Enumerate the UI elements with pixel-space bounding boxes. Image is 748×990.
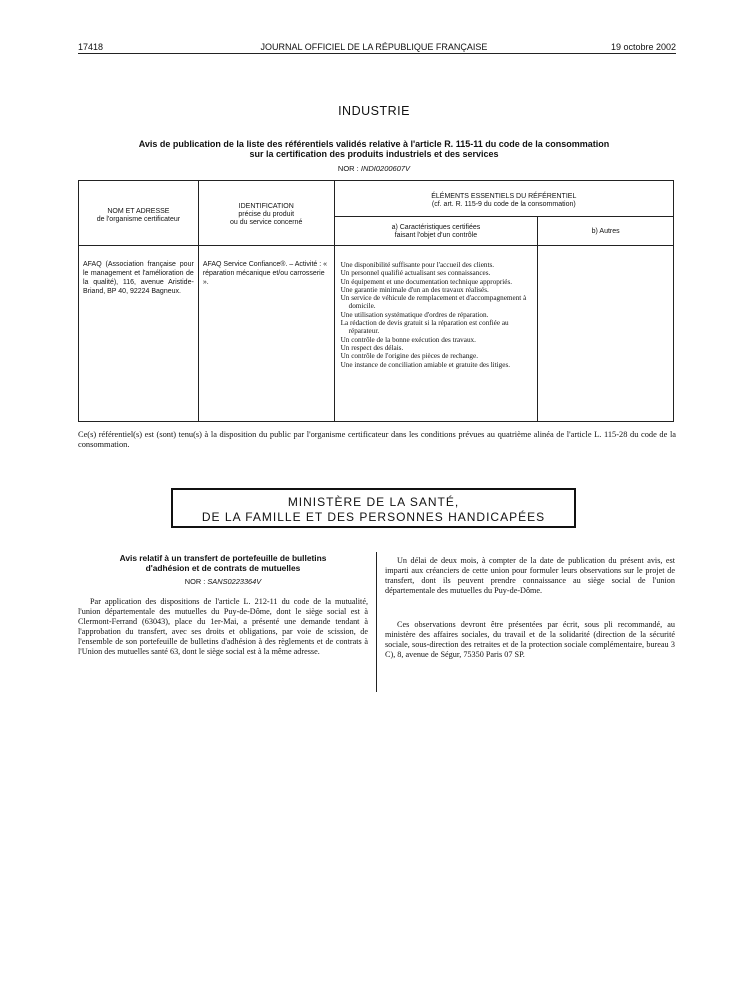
col2-sub1: précise du produit bbox=[238, 211, 295, 218]
avis-title bbox=[70, 139, 678, 159]
criterion: Une disponibilité suffisante pour l'accueil des clients. bbox=[340, 261, 495, 269]
avis2-paragraph-2: Un délai de deux mois, à compter de la date de publication du présent avis, est imparti aux créanciers de cette union pour formuler leurs observations sur le projet de transfert, dont ils peuvent prendre connaissance au siège social de l'union départementale des mutuelles du Puy-de-Dôme. bbox=[385, 556, 675, 595]
col1-sub: de l'organisme certificateur bbox=[96, 216, 181, 223]
col3-sub: (cf. art. R. 115-9 du code de la consommation) bbox=[431, 201, 576, 208]
availability-note: Ce(s) référentiel(s) est (sont) tenu(s) à la disposition du public par l'organisme certificateur dans les conditions prévues au quatrième alinéa de l'article L. 115-28 du code de la consommation. bbox=[78, 430, 676, 449]
sub-a-line2: faisant l'objet d'un contrôle bbox=[394, 232, 478, 239]
avis2-paragraph-3: Ces observations devront être présentées par écrit, sous pli recommandé, au ministère des affaires sociales, du travail et de la solidarité (direction de la sécurité sociale, sous-direction des retraites et de la protection sociale complémentaire, bureau 3 C), 8, avenue de Ségur, 75350 Paris 07 SP. bbox=[385, 620, 675, 659]
col3-head: ÉLÉMENTS ESSENTIELS DU RÉFÉRENTIEL bbox=[431, 193, 577, 200]
criterion: Une instance de conciliation amiable et gratuite des litiges. bbox=[340, 360, 511, 369]
organism-text: AFAQ (Association française pour le management et l'amélioration de la qualité), 116, avenue Aristide-Briand, BP 40, 92224 Bagneux. bbox=[83, 261, 194, 295]
subhead-a bbox=[334, 217, 538, 246]
avis-title-line2: sur la certification des produits industriels et des services bbox=[249, 149, 499, 159]
avis2-title-line1: Avis relatif à un transfert de portefeuille de bulletins bbox=[119, 553, 327, 563]
criterion: Un service de véhicule de remplacement et d'accompagnement à domicile. bbox=[340, 294, 527, 311]
cell-criteria bbox=[334, 246, 538, 422]
sub-b: b) Autres bbox=[591, 228, 620, 235]
avis2-paragraph-1: Par application des dispositions de l'article L. 212-11 du code de la mutualité, l'union départementale des mutuelles du Puy-de-Dôme, dont le siège social est à Clermont-Ferrand (63043), place du 1er-Mai, a présenté une demande tendant à l'approbation du transfert, avec ses droits et obligations, par voie de scission, de l'ensemble de son portefeuille de bulletins d'adhésion à des règlements et de contrats à l'Union des mutuelles santé 63, dont le siège social est à la même adresse. bbox=[78, 597, 368, 656]
col2-head: IDENTIFICATION bbox=[238, 203, 294, 210]
ministry-line2: DE LA FAMILLE ET DES PERSONNES HANDICAPÉES bbox=[201, 510, 546, 524]
section-title: INDUSTRIE bbox=[338, 104, 410, 118]
nor-label: NOR : bbox=[184, 577, 206, 586]
sub-a-line1: a) Caractéristiques certifiées bbox=[391, 224, 481, 231]
criterion: Un équipement et une documentation technique appropriés. bbox=[340, 277, 513, 286]
col1-head: NOM ET ADRESSE bbox=[107, 208, 170, 215]
criterion: Une utilisation systématique d'ordres de réparation. bbox=[340, 310, 489, 319]
avis2-title-line2: d'adhésion et de contrats de mutuelles bbox=[145, 563, 301, 573]
nor-value: INDI0200607V bbox=[360, 164, 411, 173]
col-head-elements bbox=[334, 181, 673, 217]
referentiel-table bbox=[78, 180, 674, 422]
cell-service bbox=[198, 246, 334, 422]
col2-sub2: ou du service concerné bbox=[230, 219, 303, 226]
col-head-organisme bbox=[79, 181, 199, 246]
cell-organisme bbox=[79, 246, 199, 422]
avis2-title bbox=[78, 553, 368, 573]
page-number: 17418 bbox=[78, 42, 104, 52]
column-divider bbox=[376, 552, 377, 692]
criterion: Un contrôle de l'origine des pièces de rechange. bbox=[340, 352, 479, 361]
ministry-box bbox=[171, 488, 576, 528]
avis-title-line1: Avis de publication de la liste des référentiels validés relative à l'article R. 115-11 du code de la consommation bbox=[138, 139, 610, 149]
publication-date: 19 octobre 2002 bbox=[610, 42, 676, 52]
nor-label: NOR : bbox=[337, 164, 359, 173]
subhead-b bbox=[538, 217, 674, 246]
journal-title: JOURNAL OFFICIEL DE LA RÉPUBLIQUE FRANÇAISE bbox=[260, 42, 488, 52]
criterion: Un respect des délais. bbox=[340, 343, 404, 352]
criterion: Une garantie minimale d'un an des travaux réalisés. bbox=[340, 285, 489, 294]
nor-line bbox=[0, 164, 748, 173]
avis2-nor bbox=[78, 577, 368, 586]
cell-autres bbox=[538, 246, 674, 422]
criterion: La rédaction de devis gratuit si la réparation est confiée au réparateur. bbox=[340, 319, 509, 336]
criteria-list bbox=[335, 246, 538, 371]
col-head-identification bbox=[198, 181, 334, 246]
service-text: AFAQ Service Confiance®. – Activité : « réparation mécanique et/ou carrosserie ». bbox=[202, 261, 328, 286]
ministry-line1: MINISTÈRE DE LA SANTÉ, bbox=[287, 495, 460, 509]
criterion: Un contrôle de la bonne exécution des travaux. bbox=[340, 335, 476, 344]
header-rule bbox=[78, 53, 676, 54]
nor-value: SANS0223364V bbox=[207, 577, 262, 586]
criterion: Un personnel qualifié actualisant ses connaissances. bbox=[340, 269, 491, 278]
